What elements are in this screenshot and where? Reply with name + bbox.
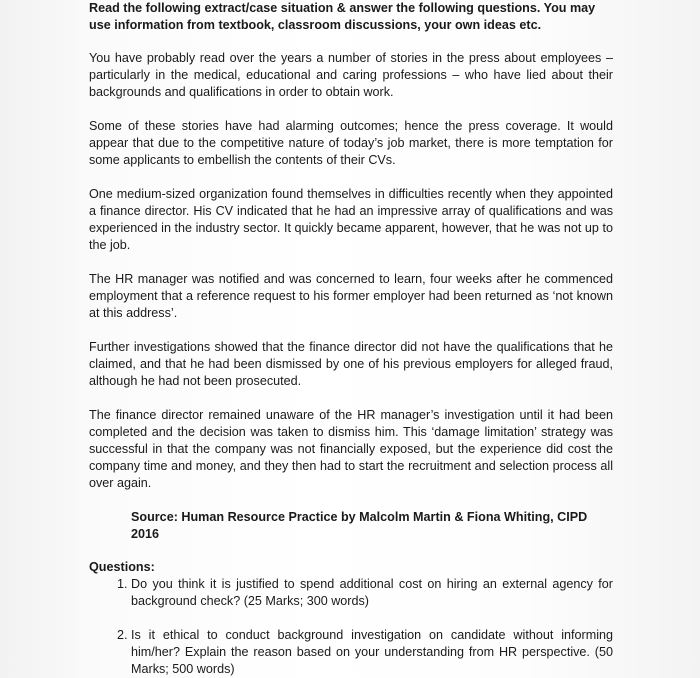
paragraph-6: The finance director remained unaware of the HR manager’s investigation until it had been completed and the decision was taken to dismiss him. This ‘damage limitation’ strategy was successful in that the company was not financially exposed, but the experience did cost the company time and money, and they then had to start the recruitment and selection process all over again. [89, 408, 613, 490]
paragraph-4: The HR manager was notified and was concerned to learn, four weeks after he commenced employment that a reference request to his former employer had been returned as ‘not known at this address’. [89, 272, 613, 320]
questions-heading: Questions: [89, 560, 155, 574]
question-2: 2. Is it ethical to conduct background investigation on candidate without informing him/her? Explain the reason based on your understanding from HR perspective. (50 Marks; 500 words) [131, 627, 613, 678]
instructions: Read the following extract/case situation & answer the following questions. You may use information from textbook, classroom discussions, your own ideas etc. [89, 1, 596, 32]
paragraph-5: Further investigations showed that the finance director did not have the qualifications that he claimed, and that he had been dismissed by one of his previous employers for alleged fraud, although he had not been prosecuted. [89, 340, 613, 388]
paragraph-2: Some of these stories have had alarming outcomes; hence the press coverage. It would appear that due to the competitive nature of today’s job market, there is more temptation for some applicants to embellish the contents of their CVs. [89, 119, 613, 167]
paragraph-1: You have probably read over the years a number of stories in the press about employees – particularly in the medical, educational and caring professions – who have lied about their backgrounds and qualifications in order to obtain work. [89, 51, 613, 99]
question-1: 1. Do you think it is justified to spend additional cost on hiring an external agency for background check? (25 Marks; 300 words) [131, 576, 613, 610]
document-body [89, 0, 613, 678]
source-citation: Source: Human Resource Practice by Malcolm Martin & Fiona Whiting, CIPD 2016 [131, 510, 588, 541]
paragraph-3: One medium-sized organization found themselves in difficulties recently when they appointed a finance director. His CV indicated that he had an impressive array of qualifications and was experienced in the industry sector. It quickly became apparent, however, that he was not up to the job. [89, 187, 613, 252]
